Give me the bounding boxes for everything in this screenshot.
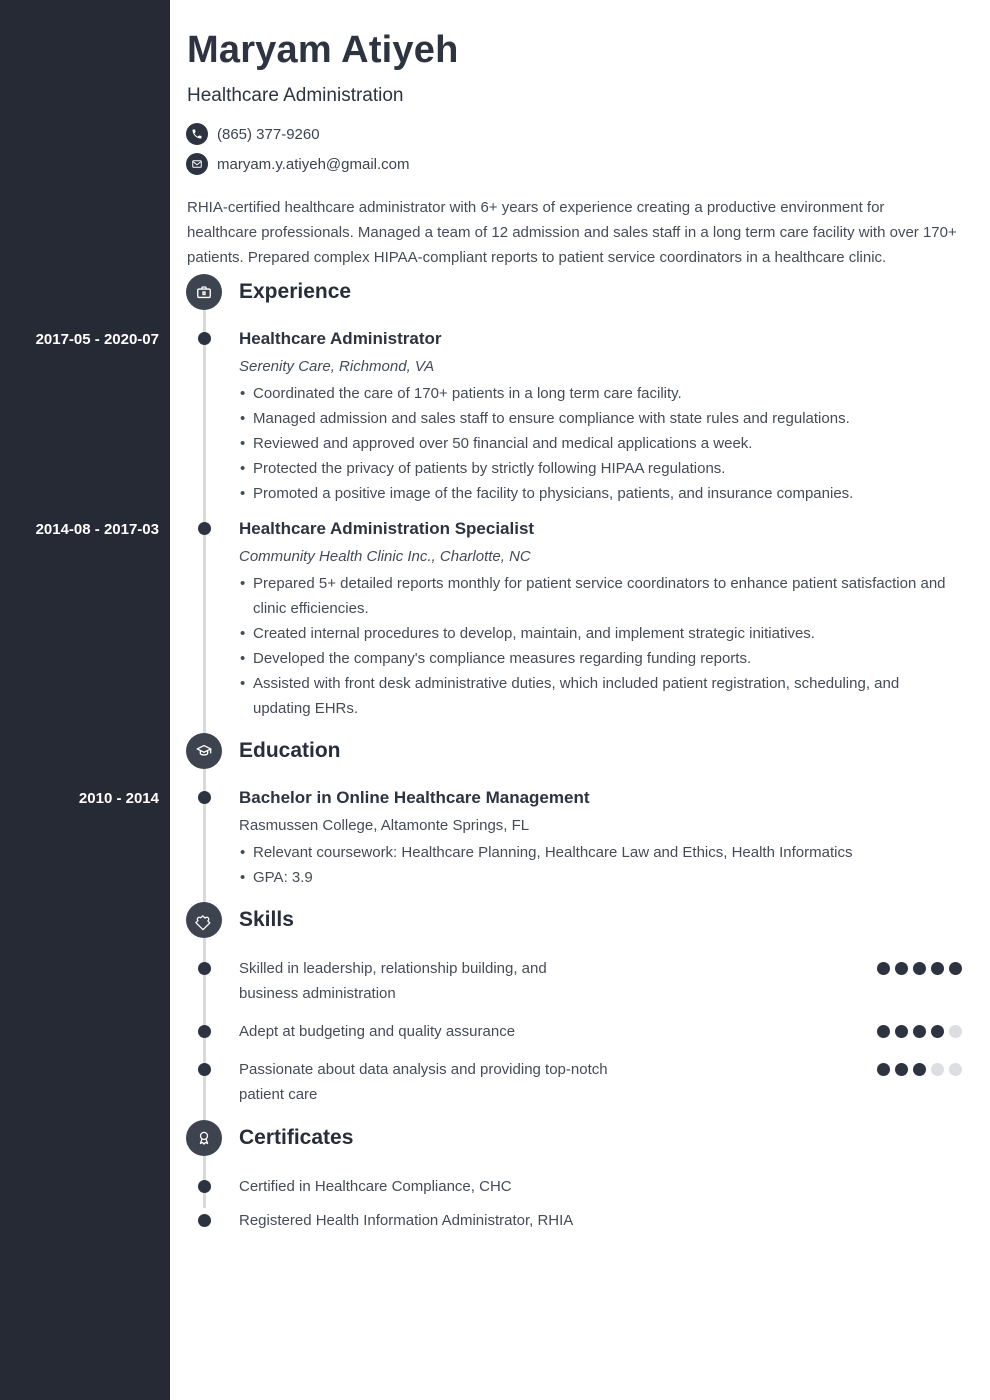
skill-item-1: [239, 956, 962, 1006]
bullet-item: • Reviewed and approved over 50 financial and medical applications a week.: [239, 431, 958, 456]
timeline-body: [35, 274, 990, 1248]
bullet-item: • Created internal procedures to develop, maintain, and implement strategic initiatives.: [239, 621, 958, 646]
contact-email-row: [186, 153, 990, 175]
entry-date-range: 2017-05 - 2020-07: [35, 331, 159, 348]
resume-header: [170, 28, 990, 270]
email-address: maryam.y.atiyeh@gmail.com: [217, 155, 410, 173]
person-job-title: Healthcare Administration: [187, 85, 404, 106]
entry-title: Healthcare Administrator: [239, 329, 442, 348]
section-heading-experience: Experience: [239, 280, 352, 303]
rating-dot-filled: [949, 962, 962, 975]
certificate-item-2: Registered Health Information Administrator, RHIA: [239, 1208, 958, 1233]
briefcase-icon: [186, 274, 222, 310]
experience-entry-1: [35, 328, 958, 506]
rating-dot-empty: [931, 1063, 944, 1076]
rating-dot-filled: [913, 1063, 926, 1076]
skill-text: Adept at budgeting and quality assurance: [239, 1023, 516, 1040]
section-skills-header: [170, 902, 990, 938]
rating-dot-filled: [895, 1025, 908, 1038]
contact-phone-row: [186, 123, 990, 145]
certificate-item-1: Certified in Healthcare Compliance, CHC: [239, 1174, 958, 1199]
section-education-header: [170, 733, 990, 769]
experience-entry-2: [35, 518, 958, 721]
section-heading-certificates: Certificates: [239, 1126, 354, 1149]
rating-dot-filled: [931, 1025, 944, 1038]
bullet-item: • Prepared 5+ detailed reports monthly for patient service coordinators to enhance patient satisfaction and clinic efficiencies.: [239, 571, 958, 621]
entry-company: Serenity Care, Richmond, VA: [239, 358, 435, 375]
rating-dot-filled: [913, 1025, 926, 1038]
rating-dot-empty: [949, 1025, 962, 1038]
rating-dot-filled: [895, 962, 908, 975]
skill-text: Passionate about data analysis and providing top-notch patient care: [239, 1061, 608, 1103]
rating-dot-filled: [931, 962, 944, 975]
entry-title: Bachelor in Online Healthcare Management: [239, 788, 590, 807]
entry-school: Rasmussen College, Altamonte Springs, FL: [239, 817, 530, 834]
section-experience-header: [170, 274, 990, 310]
bullet-item: • Managed admission and sales staff to ensure compliance with state rules and regulations.: [239, 406, 958, 431]
rating-dot-filled: [877, 1063, 890, 1076]
section-certificates-header: [170, 1120, 990, 1156]
bullet-item: • Developed the company's compliance measures regarding funding reports.: [239, 646, 958, 671]
contact-list: [186, 123, 990, 175]
skill-item-3: [239, 1057, 962, 1107]
bullet-item: • GPA: 3.9: [239, 865, 958, 890]
phone-icon: [186, 123, 208, 145]
rating-dot-empty: [949, 1063, 962, 1076]
skill-item-2: [239, 1019, 962, 1044]
rating-dot-filled: [895, 1063, 908, 1076]
resume-main: [35, 0, 990, 1248]
puzzle-piece-icon: [186, 902, 222, 938]
bullet-item: • Protected the privacy of patients by strictly following HIPAA regulations.: [239, 456, 958, 481]
section-heading-education: Education: [239, 739, 341, 762]
skill-rating: [877, 1063, 962, 1076]
bullet-item: • Relevant coursework: Healthcare Planning, Healthcare Law and Ethics, Health Informatics: [239, 840, 958, 865]
entry-bullet-list: [239, 381, 958, 506]
phone-number: (865) 377-9260: [217, 125, 320, 143]
bullet-item: • Assisted with front desk administrative duties, which included patient registration, scheduling, and updating EHRs.: [239, 671, 958, 721]
summary-text: RHIA-certified healthcare administrator with 6+ years of experience creating a productive environment for healthcare professionals. Managed a team of 12 admission and sales staff in a long term care facility with over 170+ patients. Prepared complex HIPAA-compliant reports to patient service coordinators in a healthcare clinic.: [187, 199, 957, 266]
entry-title: Healthcare Administration Specialist: [239, 519, 535, 538]
sidebar-panel: [0, 0, 170, 1400]
rating-dot-filled: [913, 962, 926, 975]
person-name: Maryam Atiyeh: [187, 29, 459, 71]
skill-rating: [877, 962, 962, 975]
entry-date-range: 2014-08 - 2017-03: [35, 521, 159, 538]
section-heading-skills: Skills: [239, 908, 294, 931]
rating-dot-filled: [877, 962, 890, 975]
email-icon: [186, 153, 208, 175]
entry-bullet-list: [239, 840, 958, 890]
entry-bullet-list: [239, 571, 958, 721]
rating-dot-filled: [877, 1025, 890, 1038]
entry-company: Community Health Clinic Inc., Charlotte, NC: [239, 548, 531, 565]
award-ribbon-icon: [186, 1120, 222, 1156]
education-entry-1: [78, 787, 958, 890]
entry-date-range: 2010 - 2014: [78, 790, 159, 807]
skill-rating: [877, 1025, 962, 1038]
bullet-item: • Coordinated the care of 170+ patients in a long term care facility.: [239, 381, 958, 406]
graduation-cap-icon: [186, 733, 222, 769]
skill-text: Skilled in leadership, relationship building, and business administration: [239, 960, 547, 1002]
bullet-item: • Promoted a positive image of the facility to physicians, patients, and insurance companies.: [239, 481, 958, 506]
